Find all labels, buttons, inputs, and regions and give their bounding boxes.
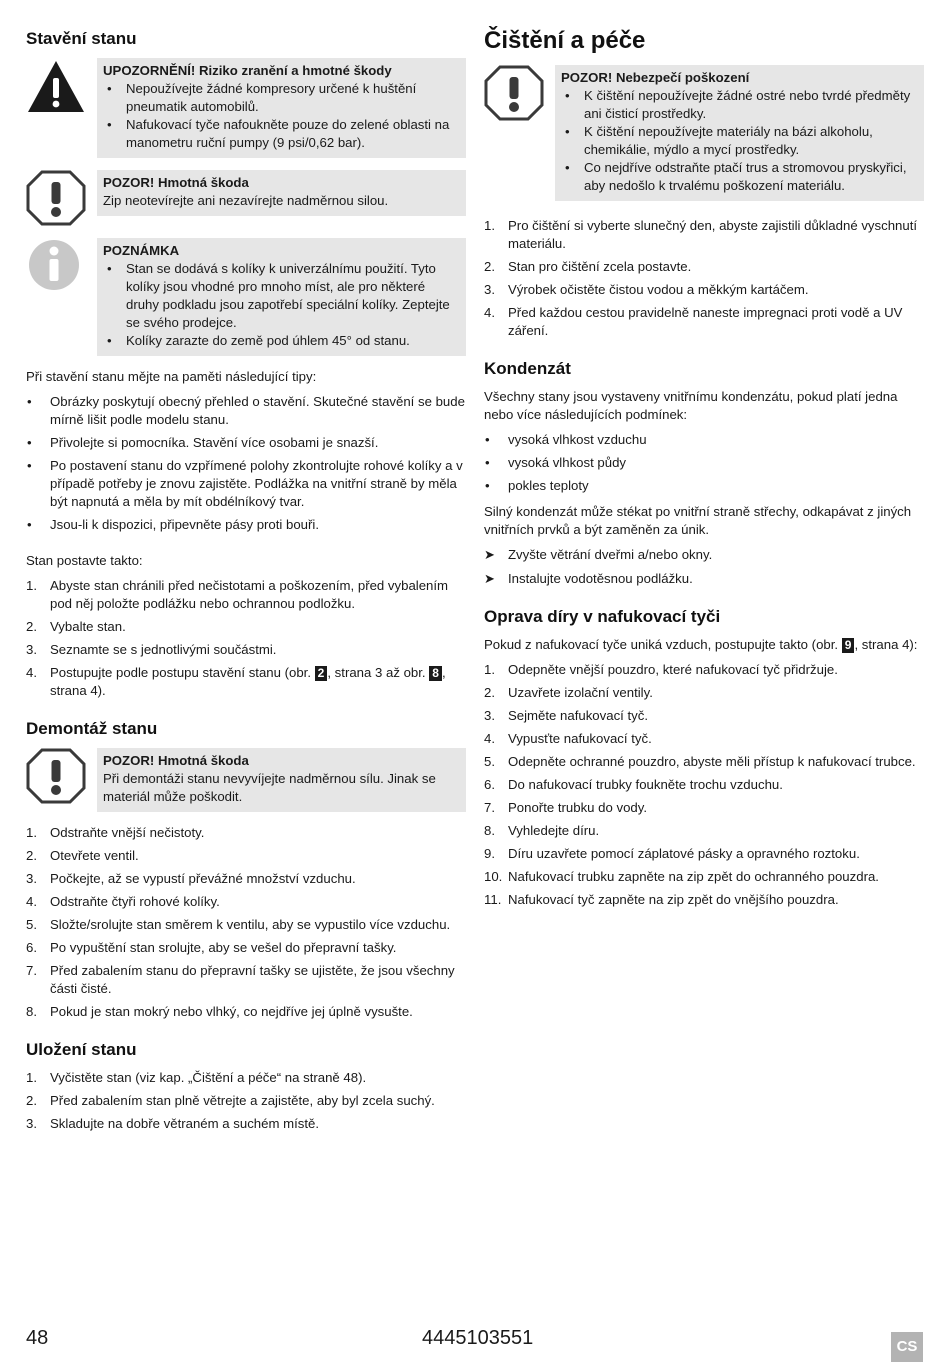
left-column (26, 28, 466, 1147)
repair-step: 5. Odepněte ochranné pouzdro, abyste měli přístup k nafukovací trubce. (484, 754, 916, 769)
warning-box (97, 58, 466, 158)
condensate-actions (484, 546, 924, 588)
setup-steps (26, 577, 466, 700)
setup-step: 4. Postupujte podle postupu stavění stanu (obr. 2 , strana 3 až obr. 8 , strana 4). (26, 665, 446, 698)
caution-box (97, 170, 466, 216)
warning-list (103, 80, 460, 152)
tip-item: • Jsou-li k dispozici, připevněte pásy proti bouři. (26, 516, 466, 534)
storage-step: 1. Vyčistěte stan (viz kap. „Čištění a péče“ na straně 48). (26, 1070, 367, 1085)
repair-step: 7. Ponořte trubku do vody. (484, 800, 648, 815)
warning-title: UPOZORNĚNÍ! Riziko zranění a hmotné škody (103, 63, 392, 78)
repair-step: 11. Nafukovací tyč zapněte na zip zpět do vnějšího pouzdra. (484, 892, 839, 907)
caution-octagon-icon (26, 170, 86, 226)
caution-note-zip (26, 170, 466, 226)
repair-steps (484, 661, 924, 909)
cleaning-step: 1. Pro čištění si vyberte slunečný den, abyste zajistili důkladné vyschnutí materiálu. (484, 218, 918, 251)
dismantle-heading: Demontáž stanu (26, 719, 158, 738)
caution-title: POZOR! Hmotná škoda (103, 175, 249, 190)
caution-octagon-icon (26, 748, 86, 804)
caution-text: Při demontáži stanu nevyvíjejte nadměrnou sílu. Jinak se materiál může poškodit. (103, 771, 436, 804)
setup-step: 1. Abyste stan chránili před nečistotami a poškozením, před vybalením pod něj položte podlážku nebo ochrannou podložku. (26, 578, 449, 611)
caution-note-dismantle (26, 748, 466, 812)
info-circle-icon (26, 238, 86, 294)
action-item: ➤ Instalujte vodotěsnou podlážku. (484, 570, 924, 588)
condensate-heading: Kondenzát (484, 359, 571, 378)
condensate-intro: Všechny stany jsou vystaveny vnitřnímu kondenzátu, pokud platí jedna nebo více následujících podmínek: (484, 389, 898, 422)
cleaning-step: 3. Výrobek očistěte čistou vodou a měkkým kartáčem. (484, 282, 809, 297)
condensate-conditions (484, 431, 924, 495)
figure-ref: 9 (842, 638, 855, 653)
caution-item: • K čištění nepoužívejte žádné ostré nebo tvrdé předměty ani čisticí prostředky. (561, 87, 918, 123)
condition-item: • vysoká vlhkost vzduchu (484, 431, 924, 449)
storage-heading: Uložení stanu (26, 1040, 137, 1059)
repair-step: 1. Odepněte vnější pouzdro, které nafukovací tyč přidržuje. (484, 662, 838, 677)
storage-steps (26, 1069, 466, 1133)
tip-item: • Přivolejte si pomocníka. Stavění více osobami je snazší. (26, 434, 466, 452)
setup-intro: Stan postavte takto: (26, 553, 143, 568)
setup-step: 3. Seznamte se s jednotlivými součástmi. (26, 642, 277, 657)
product-code: 4445103551 (422, 1327, 534, 1349)
caution-item: • K čištění nepoužívejte materiály na bázi alkoholu, chemikálie, mýdlo a mycí prostředky. (561, 123, 918, 159)
cleaning-steps (484, 217, 924, 340)
info-item: • Stan se dodává s kolíky k univerzálnímu použití. Tyto kolíky jsou vhodné pro mnoho míst, ale pro některé druhy podkladu jsou zapotřebí speciální kolíky. Zeptejte se svého prodejce. (103, 260, 460, 332)
storage-step: 2. Před zabalením stan plně větrejte a zajistěte, aby byl zcela suchý. (26, 1093, 435, 1108)
cleaning-step: 2. Stan pro čištění zcela postavte. (484, 259, 692, 274)
dismantle-step: 6. Po vypuštění stan srolujte, aby se vešel do přepravní tašky. (26, 940, 397, 955)
figure-ref: 2 (315, 666, 328, 681)
caution-title: POZOR! Hmotná škoda (103, 753, 249, 768)
dismantle-step: 7. Před zabalením stanu do přepravní tašky se ujistěte, že jsou všechny části čisté. (26, 963, 455, 996)
figure-ref: 8 (429, 666, 442, 681)
tips-intro: Při stavění stanu mějte na paměti následující tipy: (26, 369, 317, 384)
tip-item: • Po postavení stanu do vzpřímené polohy zkontrolujte rohové kolíky a v případě potřeby je znovu zajistěte. Podlážka na vnitřní straně by měla být napnutá a měla by mít obdélníkový tvar. (26, 457, 466, 511)
caution-title: POZOR! Nebezpečí poškození (561, 70, 750, 85)
condition-item: • pokles teploty (484, 477, 924, 495)
condensate-text: Silný kondenzát může stékat po vnitřní straně střechy, odkapávat z jiných vnitřních prvků a být zaměněn za únik. (484, 504, 912, 537)
dismantle-step: 1. Odstraňte vnější nečistoty. (26, 825, 205, 840)
caution-item: • Co nejdříve odstraňte ptačí trus a stromovou pryskyřici, aby nedošlo k trvalému poškození materiálu. (561, 159, 918, 195)
tip-item: • Obrázky poskytují obecný přehled o stavění. Skutečné stavění se bude mírně lišit podle modelu stanu. (26, 393, 466, 429)
repair-step: 3. Sejměte nafukovací tyč. (484, 708, 649, 723)
warning-triangle-icon (26, 58, 86, 114)
warning-item: • Nepoužívejte žádné kompresory určené k huštění pneumatik automobilů. (103, 80, 460, 116)
setup-heading: Stavění stanu (26, 29, 137, 48)
cleaning-heading: Čištění a péče (484, 27, 646, 54)
repair-step: 4. Vypusťte nafukovací tyč. (484, 731, 652, 746)
dismantle-step: 2. Otevřete ventil. (26, 848, 139, 863)
dismantle-step: 8. Pokud je stan mokrý nebo vlhký, co nejdříve jej úplně vysušte. (26, 1004, 413, 1019)
repair-step: 10. Nafukovací trubku zapněte na zip zpět do ochranného pouzdra. (484, 869, 879, 884)
caution-octagon-icon (484, 65, 544, 121)
dismantle-step: 4. Odstraňte čtyři rohové kolíky. (26, 894, 220, 909)
dismantle-step: 3. Počkejte, až se vypustí převážné množství vzduchu. (26, 871, 356, 886)
action-item: ➤ Zvyšte větrání dveřmi a/nebo okny. (484, 546, 924, 564)
caution-note-cleaning (484, 65, 924, 201)
warning-item: • Nafukovací tyče nafoukněte pouze do zelené oblasti na manometru ruční pumpy (9 psi/0,62 bar). (103, 116, 460, 152)
caution-box (555, 65, 924, 201)
language-badge: CS (891, 1332, 923, 1362)
caution-text: Zip neotevírejte ani nezavírejte nadměrnou silou. (103, 193, 389, 208)
info-note (26, 238, 466, 356)
storage-step: 3. Skladujte na dobře větraném a suchém místě. (26, 1116, 320, 1131)
info-list (103, 260, 460, 350)
info-box (97, 238, 466, 356)
repair-intro: Pokud z nafukovací tyče uniká vzduch, postupujte takto (obr. 9 , strana 4): (484, 637, 918, 652)
repair-step: 6. Do nafukovací trubky foukněte trochu vzduchu. (484, 777, 783, 792)
caution-box (97, 748, 466, 812)
repair-step: 9. Díru uzavřete pomocí záplatové pásky a opravného roztoku. (484, 846, 860, 861)
cleaning-step: 4. Před každou cestou pravidelně naneste impregnaci proti vodě a UV záření. (484, 305, 903, 338)
tips-list (26, 393, 466, 534)
page-number: 48 (26, 1327, 49, 1349)
info-item: • Kolíky zarazte do země pod úhlem 45° od stanu. (103, 332, 460, 350)
condition-item: • vysoká vlhkost půdy (484, 454, 924, 472)
repair-heading: Oprava díry v nafukovací tyči (484, 607, 721, 626)
warning-note (26, 58, 466, 158)
caution-list (561, 87, 918, 195)
dismantle-step: 5. Složte/srolujte stan směrem k ventilu, aby se vypustilo více vzduchu. (26, 917, 451, 932)
dismantle-steps (26, 824, 466, 1021)
repair-step: 2. Uzavřete izolační ventily. (484, 685, 653, 700)
right-column (484, 28, 924, 923)
setup-step: 2. Vybalte stan. (26, 619, 126, 634)
info-title: POZNÁMKA (103, 243, 180, 258)
repair-step: 8. Vyhledejte díru. (484, 823, 600, 838)
